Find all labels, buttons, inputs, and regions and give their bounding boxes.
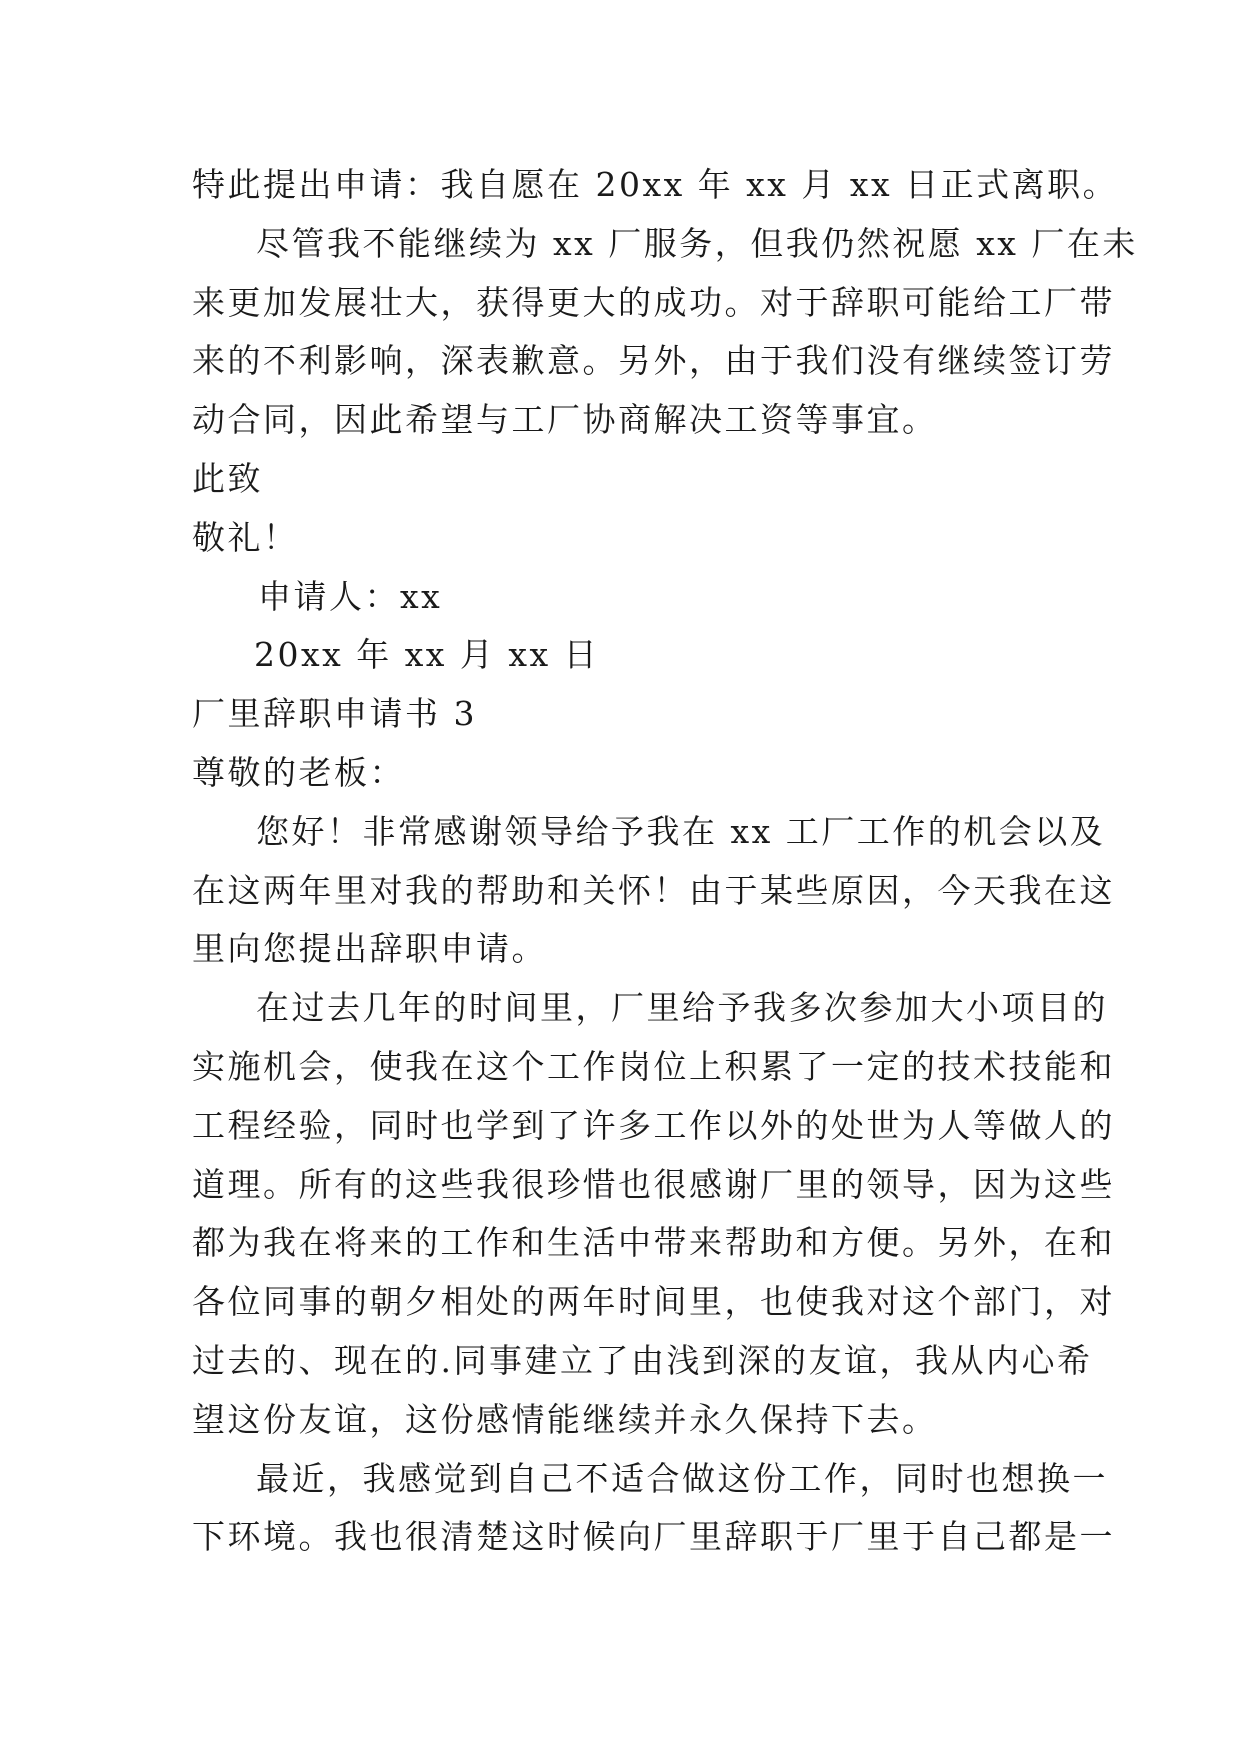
text-line: 下环境。我也很清楚这时候向厂里辞职于厂里于自己都是一: [192, 1517, 1115, 1557]
text-line: 工程经验，同时也学到了许多工作以外的处世为人等做人的: [192, 1105, 1115, 1145]
letter-body: [192, 156, 1138, 1567]
text-line: 道理。所有的这些我很珍惜也很感谢厂里的领导，因为这些: [192, 1164, 1115, 1204]
text-line: 在这两年里对我的帮助和关怀！由于某些原因，今天我在这: [192, 870, 1115, 910]
text-line: 特此提出申请：我自愿在 20xx 年 xx 月 xx 日正式离职。: [192, 165, 1119, 204]
text-line: 您好！非常感谢领导给予我在 xx 工厂工作的机会以及: [256, 811, 1106, 851]
closing-salutation: 此致: [192, 458, 263, 498]
section-title: 厂里辞职申请书 3: [192, 694, 477, 734]
closing-regards: 敬礼！: [192, 517, 299, 557]
text-line: 过去的、现在的.同事建立了由浅到深的友谊，我从内心希: [192, 1340, 1093, 1380]
text-line: 来的不利影响，深表歉意。另外，由于我们没有继续签订劳: [192, 341, 1115, 381]
text-line: 动合同，因此希望与工厂协商解决工资等事宜。: [192, 400, 938, 440]
text-line: 实施机会，使我在这个工作岗位上积累了一定的技术技能和: [192, 1046, 1115, 1086]
text-line: 来更加发展壮大，获得更大的成功。对于辞职可能给工厂带: [192, 282, 1115, 322]
text-line: 尽管我不能继续为 xx 厂服务，但我仍然祝愿 xx 厂在未: [256, 223, 1138, 263]
text-line: 最近，我感觉到自己不适合做这份工作，同时也想换一: [256, 1458, 1108, 1498]
text-line: 望这份友谊，这份感情能继续并永久保持下去。: [192, 1399, 938, 1439]
text-line: 各位同事的朝夕相处的两年时间里，也使我对这个部门，对: [192, 1282, 1115, 1322]
text-line: 都为我在将来的工作和生活中带来帮助和方便。另外，在和: [192, 1223, 1115, 1263]
letter-date: 20xx 年 xx 月 xx 日: [254, 635, 600, 675]
text-line: 在过去几年的时间里，厂里给予我多次参加大小项目的: [256, 988, 1108, 1028]
applicant-signature: 申请人：xx: [258, 576, 443, 616]
text-line: 里向您提出辞职申请。: [192, 929, 547, 969]
greeting: 尊敬的老板：: [192, 752, 405, 792]
